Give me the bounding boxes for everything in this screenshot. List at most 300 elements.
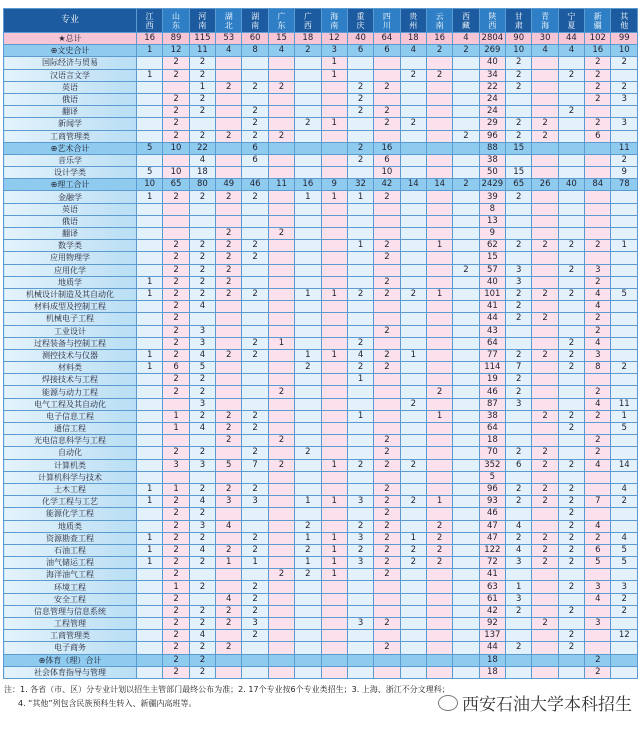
quota-cell — [374, 630, 400, 642]
quota-cell: 4 — [611, 532, 638, 544]
quota-cell: 1 — [137, 276, 163, 288]
quota-cell — [374, 228, 400, 240]
quota-cell: 2 — [374, 362, 400, 374]
quota-cell — [242, 276, 268, 288]
quota-cell: 1 — [426, 288, 452, 300]
quota-cell: 2 — [611, 57, 638, 69]
quota-cell: 2 — [558, 240, 584, 252]
quota-cell: 2 — [585, 57, 611, 69]
quota-cell: 5 — [189, 362, 215, 374]
quota-cell — [347, 423, 373, 435]
quota-cell: 4 — [189, 154, 215, 166]
quota-cell — [532, 191, 558, 203]
quota-cell — [321, 386, 347, 398]
quota-cell — [347, 471, 373, 483]
quota-cell — [585, 374, 611, 386]
quota-cell: 4 — [216, 45, 242, 57]
quota-cell — [453, 532, 479, 544]
quota-cell — [163, 154, 189, 166]
quota-cell — [453, 57, 479, 69]
quota-cell — [374, 301, 400, 313]
quota-cell — [295, 301, 321, 313]
quota-cell — [400, 252, 426, 264]
quota-cell: 5 — [611, 288, 638, 300]
quota-cell: 2 — [189, 288, 215, 300]
quota-cell — [532, 228, 558, 240]
quota-cell — [558, 154, 584, 166]
province-label: 青海 — [541, 11, 550, 30]
quota-cell: 1 — [321, 557, 347, 569]
quota-cell — [532, 593, 558, 605]
quota-cell — [532, 398, 558, 410]
quota-cell — [585, 106, 611, 118]
quota-cell: 10 — [374, 167, 400, 179]
quota-cell — [400, 57, 426, 69]
quota-cell: 2 — [400, 288, 426, 300]
quota-cell: 4 — [453, 33, 479, 45]
quota-cell — [268, 252, 294, 264]
quota-cell — [426, 154, 452, 166]
quota-cell: 3 — [216, 496, 242, 508]
table-row — [4, 386, 638, 398]
quota-cell: 46 — [479, 386, 505, 398]
wechat-icon — [438, 695, 458, 711]
province-label: 广西 — [303, 11, 312, 30]
quota-cell — [321, 508, 347, 520]
quota-cell — [137, 203, 163, 215]
quota-cell: 2 — [374, 106, 400, 118]
quota-cell — [453, 191, 479, 203]
quota-cell: 1 — [321, 288, 347, 300]
quota-cell: 60 — [242, 33, 268, 45]
quota-cell: 2804 — [479, 33, 505, 45]
quota-cell — [295, 581, 321, 593]
quota-cell: 18 — [189, 167, 215, 179]
quota-cell: 30 — [532, 33, 558, 45]
quota-cell: 2 — [216, 264, 242, 276]
quota-cell — [137, 642, 163, 654]
quota-cell: 2 — [242, 130, 268, 142]
quota-cell — [558, 142, 584, 154]
quota-cell — [137, 581, 163, 593]
table-row — [4, 581, 638, 593]
quota-cell — [268, 374, 294, 386]
quota-cell: 44 — [558, 33, 584, 45]
quota-cell — [532, 252, 558, 264]
quota-cell — [426, 337, 452, 349]
quota-cell: 2 — [400, 544, 426, 556]
quota-cell: 1 — [137, 496, 163, 508]
quota-cell — [374, 398, 400, 410]
major-name: 海洋油气工程 — [4, 569, 137, 581]
quota-cell: 2 — [242, 349, 268, 361]
quota-cell — [295, 276, 321, 288]
quota-cell — [268, 605, 294, 617]
quota-cell — [453, 520, 479, 532]
quota-cell — [453, 593, 479, 605]
quota-cell: 2 — [216, 288, 242, 300]
quota-cell — [426, 630, 452, 642]
quota-cell — [137, 630, 163, 642]
quota-cell — [585, 423, 611, 435]
quota-cell: 1 — [321, 532, 347, 544]
quota-cell: 1 — [400, 349, 426, 361]
quota-cell — [426, 593, 452, 605]
quota-cell: 14 — [400, 179, 426, 191]
province-label: 海南 — [330, 11, 339, 30]
quota-cell — [453, 569, 479, 581]
quota-cell: 6 — [163, 362, 189, 374]
quota-cell — [295, 654, 321, 666]
quota-cell: 38 — [479, 410, 505, 422]
quota-cell — [426, 569, 452, 581]
quota-cell: 19 — [479, 374, 505, 386]
quota-cell: 2 — [558, 349, 584, 361]
quota-cell — [611, 471, 638, 483]
quota-cell — [163, 81, 189, 93]
quota-cell: 3 — [611, 581, 638, 593]
quota-cell: 2 — [532, 532, 558, 544]
quota-cell — [532, 569, 558, 581]
quota-cell: 5 — [611, 557, 638, 569]
quota-cell — [400, 276, 426, 288]
quota-cell — [137, 666, 163, 678]
quota-cell — [137, 252, 163, 264]
quota-cell — [347, 276, 373, 288]
quota-cell: 3 — [347, 557, 373, 569]
quota-cell: 2 — [347, 362, 373, 374]
quota-cell — [532, 203, 558, 215]
quota-cell: 18 — [479, 654, 505, 666]
province-label: 河南 — [198, 11, 207, 30]
quota-cell — [453, 386, 479, 398]
quota-cell: 2 — [506, 57, 532, 69]
quota-cell: 1 — [426, 496, 452, 508]
quota-cell: 2 — [242, 630, 268, 642]
quota-cell: 1 — [347, 191, 373, 203]
quota-cell: 2 — [163, 532, 189, 544]
quota-cell: 7 — [585, 496, 611, 508]
quota-cell: 2 — [453, 264, 479, 276]
quota-cell: 12 — [321, 33, 347, 45]
quota-cell — [453, 398, 479, 410]
quota-cell: 5 — [585, 557, 611, 569]
quota-cell — [374, 69, 400, 81]
quota-cell — [611, 301, 638, 313]
province-label: 贵州 — [409, 11, 418, 30]
quota-cell: 2 — [426, 557, 452, 569]
quota-cell — [137, 215, 163, 227]
quota-cell: 4 — [585, 520, 611, 532]
quota-cell: 1 — [137, 544, 163, 556]
quota-cell — [189, 228, 215, 240]
quota-cell: 2 — [453, 179, 479, 191]
total-row — [4, 33, 638, 45]
quota-cell — [558, 191, 584, 203]
quota-cell: 4 — [216, 593, 242, 605]
subtotal-row — [4, 142, 638, 154]
quota-cell — [216, 301, 242, 313]
quota-cell — [506, 106, 532, 118]
major-name: 计算机类 — [4, 459, 137, 471]
quota-cell: 2 — [558, 520, 584, 532]
quota-cell — [137, 57, 163, 69]
province-label: 宁夏 — [567, 11, 576, 30]
quota-cell: 2 — [374, 569, 400, 581]
quota-cell: 5 — [611, 544, 638, 556]
quota-cell — [611, 508, 638, 520]
quota-cell — [242, 386, 268, 398]
quota-cell — [216, 154, 242, 166]
quota-cell: 2 — [558, 264, 584, 276]
major-name: 地质类 — [4, 520, 137, 532]
quota-cell — [216, 57, 242, 69]
quota-cell: 6 — [374, 154, 400, 166]
quota-cell: 2 — [163, 508, 189, 520]
quota-cell: 12 — [163, 45, 189, 57]
quota-cell — [585, 142, 611, 154]
table-row — [4, 252, 638, 264]
quota-cell: 6 — [242, 142, 268, 154]
quota-cell — [242, 203, 268, 215]
quota-cell — [532, 642, 558, 654]
quota-cell — [453, 313, 479, 325]
quota-cell — [216, 374, 242, 386]
quota-cell — [558, 203, 584, 215]
quota-cell: 5 — [479, 471, 505, 483]
quota-cell: 6 — [374, 45, 400, 57]
quota-cell: 2 — [242, 532, 268, 544]
quota-cell — [506, 337, 532, 349]
quota-cell — [558, 93, 584, 105]
quota-cell — [611, 228, 638, 240]
table-row — [4, 276, 638, 288]
quota-cell — [347, 167, 373, 179]
quota-cell — [163, 203, 189, 215]
quota-cell — [321, 130, 347, 142]
major-name: 资源勘查工程 — [4, 532, 137, 544]
quota-cell: 2 — [216, 252, 242, 264]
quota-cell: 2 — [506, 447, 532, 459]
quota-cell — [189, 203, 215, 215]
quota-cell — [585, 203, 611, 215]
quota-cell: 2 — [268, 228, 294, 240]
quota-cell: 2 — [506, 605, 532, 617]
quota-cell: 2 — [242, 410, 268, 422]
quota-cell — [295, 508, 321, 520]
quota-cell — [295, 666, 321, 678]
quota-cell: 34 — [479, 69, 505, 81]
quota-cell: 2 — [295, 544, 321, 556]
quota-cell: 6 — [585, 544, 611, 556]
quota-cell: 44 — [479, 642, 505, 654]
quota-cell — [558, 593, 584, 605]
major-name: 自动化 — [4, 447, 137, 459]
quota-cell — [400, 386, 426, 398]
table-row — [4, 483, 638, 495]
quota-cell — [321, 581, 347, 593]
quota-cell: 15 — [506, 142, 532, 154]
quota-cell: 2 — [163, 605, 189, 617]
quota-cell — [347, 435, 373, 447]
quota-cell — [400, 605, 426, 617]
quota-cell: 99 — [611, 33, 638, 45]
quota-cell — [611, 654, 638, 666]
quota-cell — [506, 228, 532, 240]
quota-cell — [137, 106, 163, 118]
quota-cell — [400, 642, 426, 654]
quota-cell — [426, 423, 452, 435]
quota-cell — [374, 93, 400, 105]
quota-cell — [295, 593, 321, 605]
major-name: 焊接技术与工程 — [4, 374, 137, 386]
quota-cell — [506, 471, 532, 483]
quota-cell: 2 — [585, 240, 611, 252]
quota-cell: 2 — [163, 544, 189, 556]
quota-cell — [453, 618, 479, 630]
quota-cell: 77 — [479, 349, 505, 361]
quota-cell — [374, 423, 400, 435]
quota-cell: 2 — [585, 93, 611, 105]
subtotal-row — [4, 179, 638, 191]
quota-cell: 24 — [479, 93, 505, 105]
quota-cell — [532, 374, 558, 386]
quota-cell: 2 — [585, 276, 611, 288]
quota-cell — [611, 447, 638, 459]
quota-cell: 1 — [137, 362, 163, 374]
quota-cell: 16 — [295, 179, 321, 191]
major-name: 机械电子工程 — [4, 313, 137, 325]
quota-cell — [400, 666, 426, 678]
quota-cell — [295, 642, 321, 654]
quota-cell — [137, 508, 163, 520]
table-row — [4, 93, 638, 105]
major-name: ⊕文史合计 — [4, 45, 137, 57]
quota-cell — [242, 264, 268, 276]
quota-cell: 2 — [189, 447, 215, 459]
quota-cell — [268, 203, 294, 215]
quota-cell — [137, 337, 163, 349]
table-row — [4, 228, 638, 240]
quota-cell: 2 — [532, 447, 558, 459]
header-province — [347, 9, 373, 33]
header-province — [400, 9, 426, 33]
quota-cell: 2 — [374, 435, 400, 447]
quota-cell: 2 — [374, 618, 400, 630]
quota-cell — [506, 654, 532, 666]
quota-cell: 11 — [611, 398, 638, 410]
quota-cell — [558, 398, 584, 410]
quota-cell — [400, 264, 426, 276]
quota-cell — [611, 569, 638, 581]
quota-cell — [426, 130, 452, 142]
table-row — [4, 301, 638, 313]
quota-cell — [268, 398, 294, 410]
quota-cell — [374, 471, 400, 483]
quota-cell — [242, 301, 268, 313]
quota-cell — [453, 93, 479, 105]
quota-cell — [506, 325, 532, 337]
quota-cell: 2 — [506, 118, 532, 130]
quota-cell: 2 — [506, 496, 532, 508]
quota-cell: 11 — [268, 179, 294, 191]
major-name: 应用物理学 — [4, 252, 137, 264]
quota-cell — [137, 228, 163, 240]
quota-cell: 90 — [506, 33, 532, 45]
table-row — [4, 593, 638, 605]
quota-cell — [268, 118, 294, 130]
quota-cell — [453, 106, 479, 118]
quota-cell — [558, 386, 584, 398]
header-province — [558, 9, 584, 33]
quota-cell: 2 — [189, 264, 215, 276]
quota-cell — [321, 483, 347, 495]
quota-cell: 2 — [558, 288, 584, 300]
quota-cell: 2 — [163, 106, 189, 118]
quota-cell — [268, 191, 294, 203]
quota-cell: 3 — [347, 496, 373, 508]
quota-cell: 2 — [506, 240, 532, 252]
quota-cell — [453, 81, 479, 93]
quota-cell — [242, 215, 268, 227]
quota-cell — [321, 666, 347, 678]
quota-cell — [532, 654, 558, 666]
major-name: 光电信息科学与工程 — [4, 435, 137, 447]
quota-cell: 8 — [479, 203, 505, 215]
quota-cell — [426, 325, 452, 337]
quota-cell — [347, 386, 373, 398]
quota-cell: 2 — [558, 581, 584, 593]
quota-cell — [400, 93, 426, 105]
header-province — [189, 9, 215, 33]
quota-cell — [400, 154, 426, 166]
table-row — [4, 630, 638, 642]
quota-cell — [426, 191, 452, 203]
quota-cell: 64 — [479, 337, 505, 349]
quota-cell: 2 — [532, 459, 558, 471]
quota-cell: 10 — [163, 142, 189, 154]
quota-cell — [321, 520, 347, 532]
quota-cell — [453, 301, 479, 313]
quota-cell: 1 — [426, 240, 452, 252]
quota-cell — [268, 423, 294, 435]
quota-cell — [268, 215, 294, 227]
quota-cell: 2 — [506, 191, 532, 203]
quota-cell — [453, 459, 479, 471]
quota-cell — [295, 386, 321, 398]
enrollment-plan-table — [3, 8, 638, 679]
quota-cell: 5 — [611, 423, 638, 435]
quota-cell: 2 — [268, 435, 294, 447]
quota-cell — [321, 362, 347, 374]
quota-cell: 41 — [479, 301, 505, 313]
quota-cell: 2 — [163, 337, 189, 349]
quota-cell — [426, 167, 452, 179]
quota-cell — [532, 301, 558, 313]
quota-cell — [506, 93, 532, 105]
quota-cell: 15 — [479, 252, 505, 264]
quota-cell — [268, 642, 294, 654]
quota-cell: 2 — [347, 106, 373, 118]
quota-cell: 2 — [611, 605, 638, 617]
quota-cell: 1 — [295, 532, 321, 544]
quota-cell — [321, 325, 347, 337]
quota-cell: 2 — [426, 69, 452, 81]
quota-cell — [611, 520, 638, 532]
quota-cell: 53 — [216, 33, 242, 45]
quota-cell — [268, 447, 294, 459]
quota-cell: 114 — [479, 362, 505, 374]
